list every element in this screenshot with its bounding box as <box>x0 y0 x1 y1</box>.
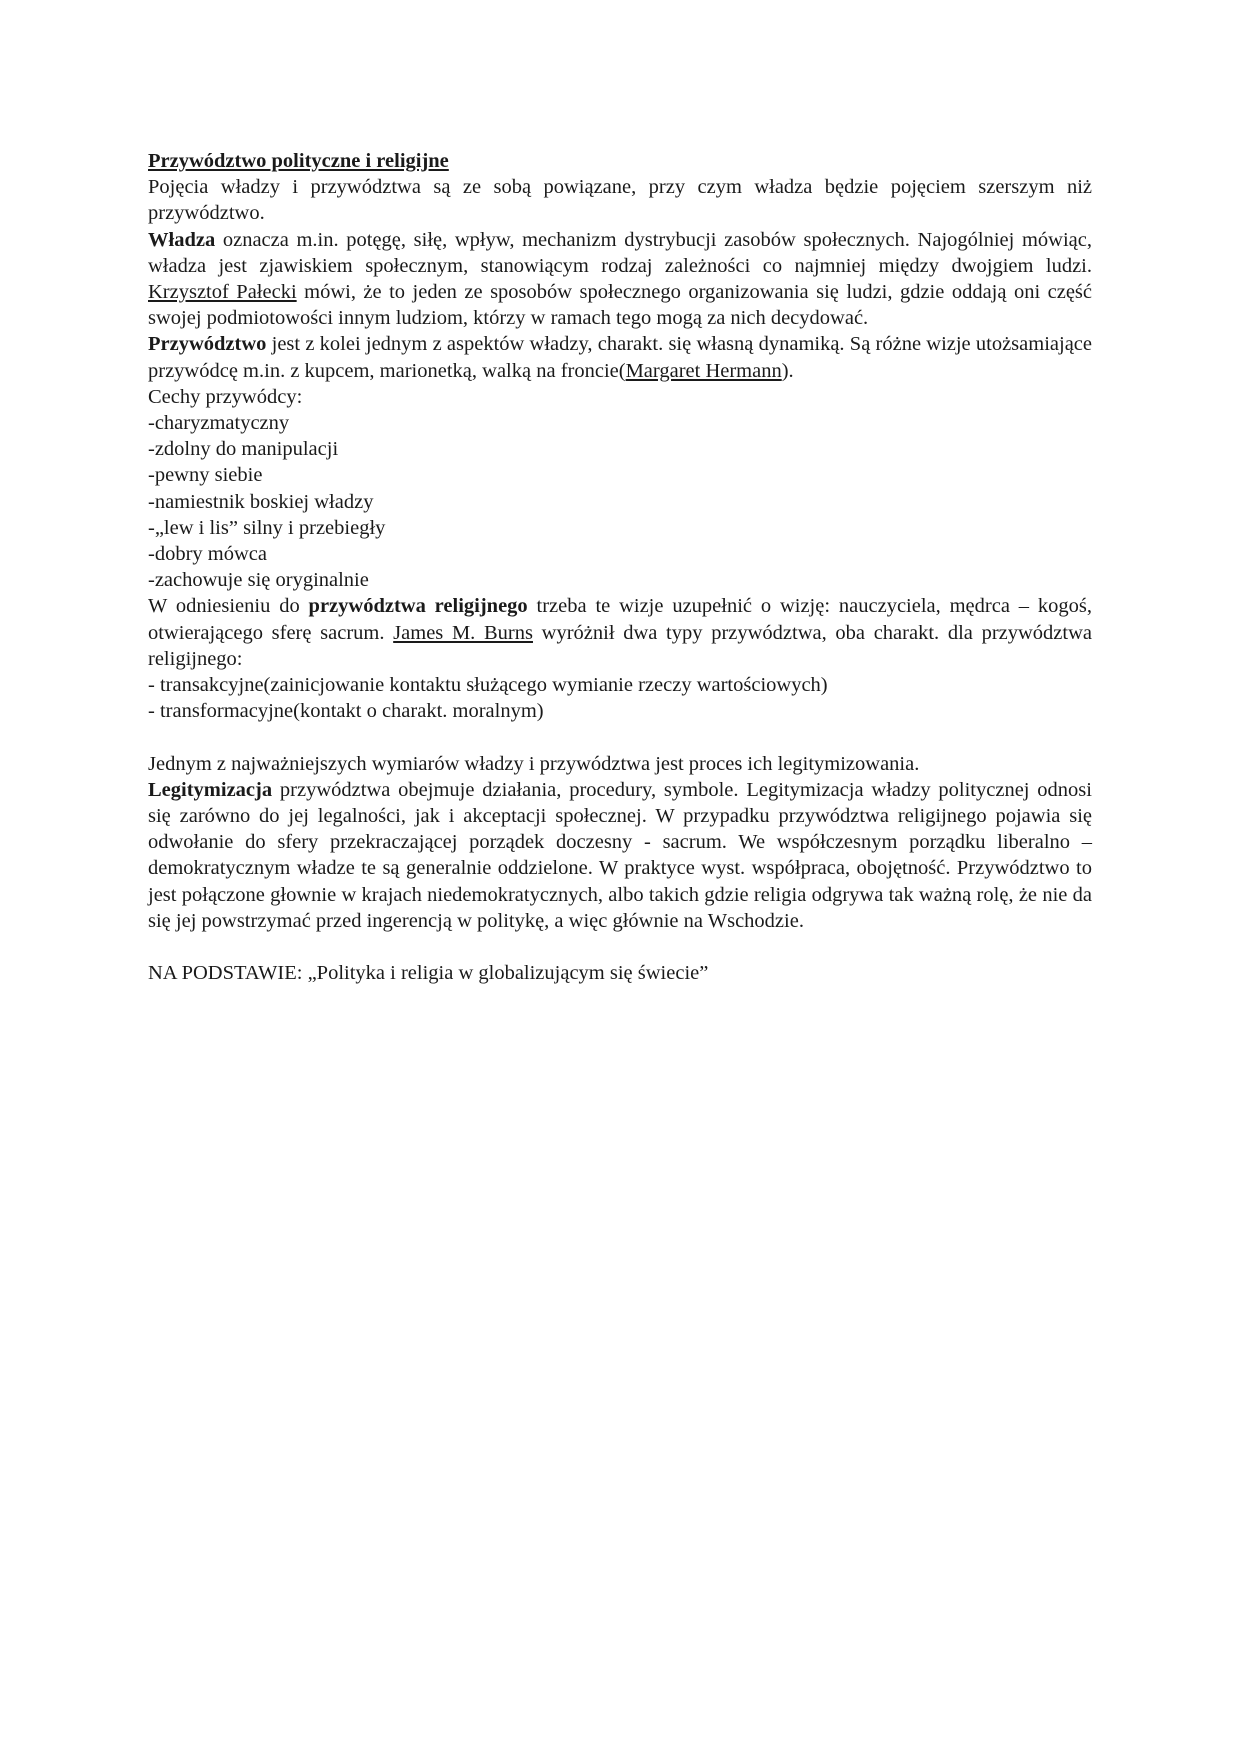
author-palecki: Krzysztof Pałecki <box>148 281 297 304</box>
religious-text-2: trzeba te wizje uzupełnić o wizję: nauczyciela, mędrca – kogoś, otwierającego sferę sacrum. <box>148 595 1092 644</box>
paragraph-wladza <box>148 227 1092 332</box>
term-wladza: Władza <box>148 228 216 251</box>
list-item: -zachowuje się oryginalnie <box>148 569 369 592</box>
list-item: -charyzmatyczny <box>148 412 290 435</box>
przywodztwo-text-2: ). <box>781 359 794 382</box>
term-religious: przywództwa religijnego <box>308 595 528 618</box>
paragraph-religious <box>148 593 1092 672</box>
przywodztwo-text-1: jest z kolei jednym z aspektów władzy, charakt. się własną dynamiką. Są różne wizje utożsamiające przywódcę m.in. z kupcem, marionetką, walką na froncie( <box>148 333 1092 382</box>
list-item: - transformacyjne(kontakt o charakt. moralnym) <box>148 700 544 723</box>
list-item: -„lew i lis” silny i przebiegły <box>148 516 386 539</box>
traits-list <box>148 410 1092 593</box>
author-burns: James M. Burns <box>393 621 533 644</box>
list-item: -namiestnik boskiej władzy <box>148 490 374 513</box>
document-page <box>148 148 1092 986</box>
wladza-text-2: mówi, że to jeden ze sposobów społecznego organizowania się ludzi, gdzie oddają oni część swojej podmiotowości innym ludziom, którzy w ramach tego mogą za nich decydować. <box>148 281 1092 330</box>
intro-paragraph: Pojęcia władzy i przywództwa są ze sobą powiązane, przy czym władza będzie pojęciem szerszym niż przywództwo. <box>148 176 1092 225</box>
term-przywodztwo: Przywództwo <box>148 333 267 356</box>
list-item: - transakcyjne(zainicjowanie kontaktu służącego wymianie rzeczy wartościowych) <box>148 674 828 697</box>
wladza-text-1: oznacza m.in. potęgę, siłę, wpływ, mechanizm dystrybucji zasobów społecznych. Najogólniej mówiąc, władza jest zjawiskiem społecznym, stanowiącym rodzaj zależności co najmniej między dwojgiem ludzi. <box>148 228 1092 277</box>
term-legitymizacja: Legitymizacja <box>148 778 273 801</box>
list-item: -zdolny do manipulacji <box>148 438 339 461</box>
blank-line <box>148 724 1092 750</box>
types-list <box>148 672 1092 724</box>
religious-text-1: W odniesieniu do <box>148 595 309 618</box>
traits-heading: Cechy przywódcy: <box>148 385 303 408</box>
legitimization-intro: Jednym z najważniejszych wymiarów władzy i przywództwa jest proces ich legitymizowania. <box>148 752 920 775</box>
religious-text-3: wyróżnił dwa typy przywództwa, oba charakt. dla przywództwa religijnego: <box>148 621 1092 670</box>
paragraph-przywodztwo <box>148 331 1092 383</box>
source-note: NA PODSTAWIE: „Polityka i religia w globalizującym się świecie” <box>148 962 709 985</box>
list-item: -dobry mówca <box>148 543 267 566</box>
blank-line <box>148 934 1092 960</box>
legitimization-text: przywództwa obejmuje działania, procedury, symbole. Legitymizacja władzy politycznej odnosi się zarówno do jej legalności, jak i akceptacji społecznej. W przypadku przywództwa religijnego pojawia się odwołanie do sfery przekraczającej porządek doczesny - sacrum. We współczesnym porządku liberalno – demokratycznym władze te są generalnie oddzielone. W praktyce wyst. współpraca, obojętność. Przywództwo to jest połączone głownie w krajach niedemokratycznych, albo takich gdzie religia odgrywa tak ważną rolę, że nie da się jej powstrzymać przed ingerencją w politykę, a więc głównie na Wschodzie. <box>148 778 1092 932</box>
paragraph-legitimization <box>148 777 1092 934</box>
author-hermann: Margaret Hermann <box>625 359 782 382</box>
document-title: Przywództwo polityczne i religijne <box>148 150 449 172</box>
list-item: -pewny siebie <box>148 464 263 487</box>
